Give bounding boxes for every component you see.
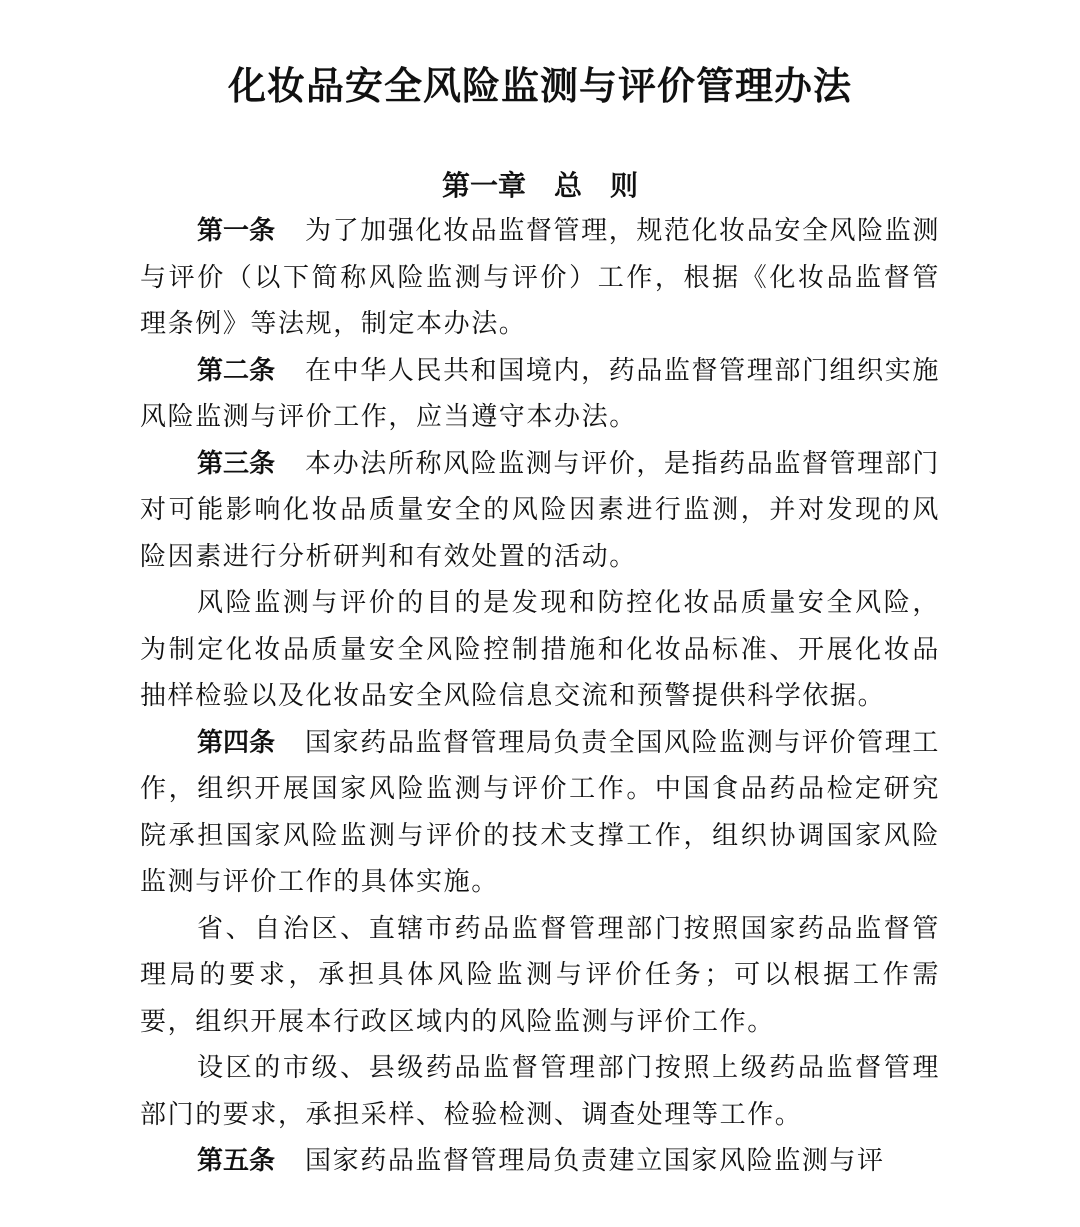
paragraph-text: 在中华人民共和国境内，药品监督管理部门组织实施风险监测与评价工作，应当遵守本办法。 [140,355,940,432]
paragraph-text: 省、自治区、直辖市药品监督管理部门按照国家药品监督管理局的要求，承担具体风险监测与评价任务；可以根据工作需要，组织开展本行政区域内的风险监测与评价工作。 [140,913,940,1037]
chapter-heading: 第一章 总 则 [441,169,638,202]
paragraph-text: 国家药品监督管理局负责全国风险监测与评价管理工作，组织开展国家风险监测与评价工作。中国食品药品检定研究院承担国家风险监测与评价的技术支撑工作，组织协调国家风险监测与评价工作的具体实施。 [140,727,940,897]
paragraph [140,441,940,581]
paragraph [140,580,940,720]
document-title: 化妆品安全风险监测与评价管理办法 [227,64,852,108]
article-number: 第五条 [197,1146,276,1176]
paragraph-text: 为了加强化妆品监督管理，规范化妆品安全风险监测与评价（以下简称风险监测与评价）工作，根据《化妆品监督管理条例》等法规，制定本办法。 [140,216,940,339]
article-number: 第四条 [197,727,276,758]
paragraph [140,720,940,906]
paragraph-text: 设区的市级、县级药品监督管理部门按照上级药品监督管理部门的要求，承担采样、检验检测、调查处理等工作。 [140,1053,940,1130]
paragraph [140,1138,940,1185]
article-number: 第一条 [197,216,276,246]
paragraph [140,906,940,1046]
paragraph [140,348,940,441]
article-number: 第二条 [197,355,276,386]
article-number: 第三条 [197,448,276,479]
paragraph-text: 风险监测与评价的目的是发现和防控化妆品质量安全风险，为制定化妆品质量安全风险控制措施和化妆品标准、开展化妆品抽样检验以及化妆品安全风险信息交流和预警提供科学依据。 [140,588,940,711]
paragraph-text: 本办法所称风险监测与评价，是指药品监督管理部门对可能影响化妆品质量安全的风险因素进行监测，并对发现的风险因素进行分析研判和有效处置的活动。 [140,448,940,572]
paragraph [140,1045,940,1138]
paragraph [140,208,940,348]
paragraph-text: 国家药品监督管理局负责建立国家风险监测与评 [305,1146,885,1176]
